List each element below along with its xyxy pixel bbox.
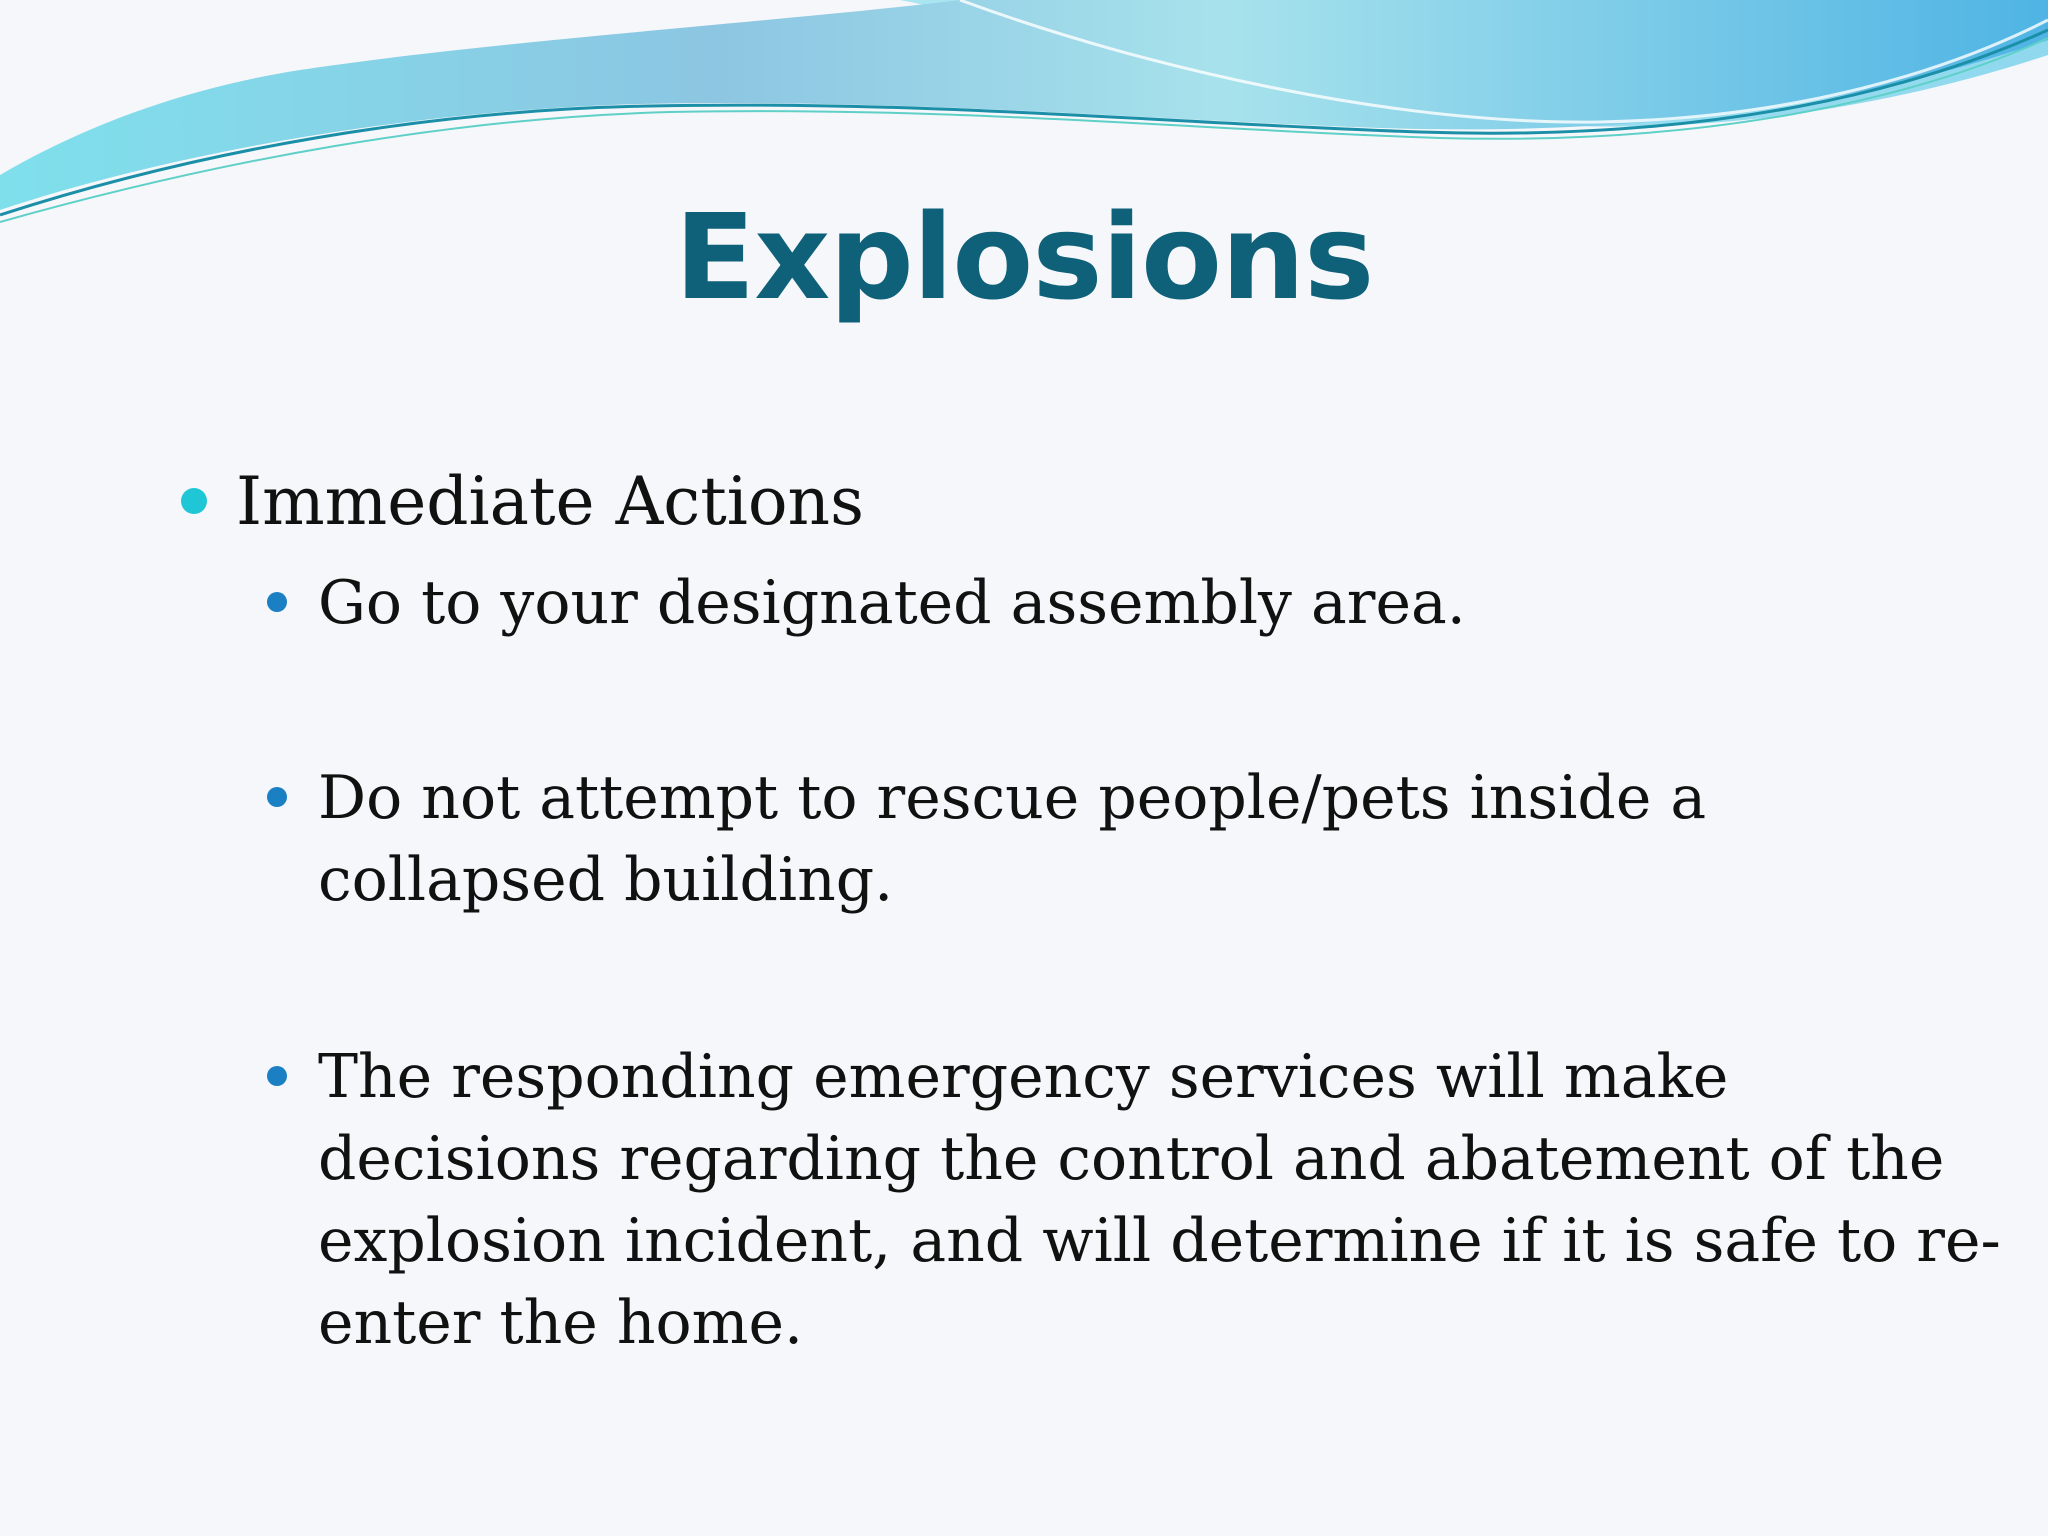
bullet-immediate-actions xyxy=(236,462,864,542)
sub-bullet-text: Do not attempt to rescue people/pets inside a collapsed building. xyxy=(318,763,1707,915)
sub-bullet-text: The responding emergency services will make decisions regarding the control and abatement of the explosion incident, and will determine if it is safe to re-enter the home. xyxy=(318,1042,2001,1358)
sub-bullet-assembly-area xyxy=(318,562,2008,644)
bullet-dot-icon xyxy=(267,592,287,612)
bullet-dot-icon xyxy=(267,787,287,807)
sub-bullet-do-not-rescue xyxy=(318,757,2008,921)
sub-bullet-text: Go to your designated assembly area. xyxy=(318,568,1466,638)
sub-bullet-emergency-services xyxy=(318,1036,2008,1364)
bullet-text: Immediate Actions xyxy=(236,463,864,540)
slide-title: Explosions xyxy=(674,188,1374,326)
bullet-dot-icon xyxy=(267,1066,287,1086)
bullet-dot-icon xyxy=(181,488,207,514)
